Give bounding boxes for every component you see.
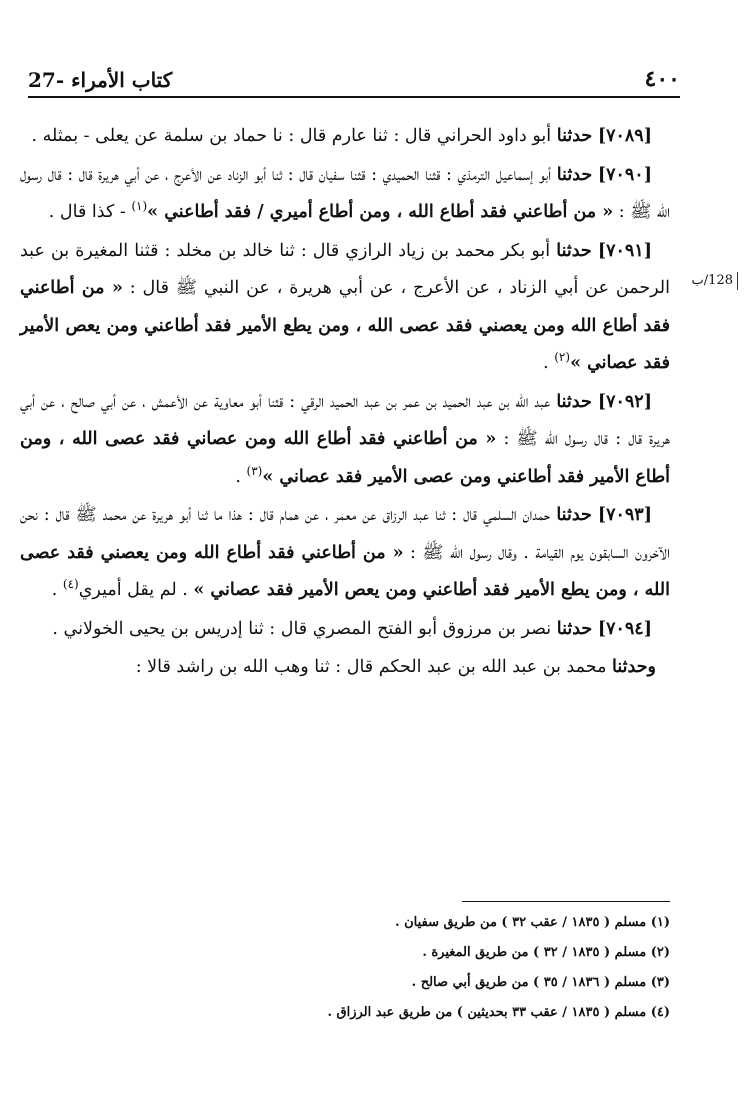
hadith-tail: .: [235, 466, 241, 487]
chapter-title: 27- كتاب الأمراء: [28, 68, 173, 92]
manuscript-folio-note: 128/ب: [692, 272, 738, 290]
hadith-tail: - كذا قال .: [48, 202, 126, 222]
hadith-number: [٧٠٩٠]: [597, 164, 652, 185]
hadith-text: أبو إسماعيل الترمذي : قثنا الحميدي : قثنا سفيان قال : ثنا أبو الزناد عن الأعرج ، عن أبي هريرة قال : قال رسول الله ﷺ :: [20, 164, 670, 222]
hadith-number: [٧٠٩٤]: [597, 618, 652, 639]
hadith-paragraph: [20, 611, 670, 649]
hadith-quote: « من أطاعني فقد أطاع الله ومن عصاني فقد عصى الله ، ومن أطاع الأمير فقد أطاعني ومن عصى الأمير فقد عصاني »: [20, 429, 670, 487]
footnote: (٣) مسلم ( ١٨٣٦ / ٣٥ ) من طريق أبي صالح .: [411, 975, 670, 990]
hadith-quote: « من أطاعني فقد أطاع الله ، ومن أطاع أميري / فقد أطاعني »: [147, 202, 614, 222]
continuation-text: محمد بن عبد الله بن عبد الحكم قال : ثنا وهب الله بن راشد قالا :: [135, 657, 607, 677]
hadith-lead: حدثنا: [556, 240, 592, 261]
page-header: [28, 58, 680, 98]
footnote-ref: (١): [131, 199, 148, 214]
page-number: ٤٠٠: [644, 66, 680, 92]
footnote-ref: (٣): [246, 463, 263, 478]
page-body: [20, 118, 670, 688]
hadith-text: أبو داود الحراني قال : ثنا عارم قال : نا حماد بن سلمة عن يعلى - بمثله .: [31, 126, 552, 146]
continuation-lead: وحدثنا: [612, 657, 656, 677]
hadith-paragraph: [20, 233, 670, 383]
hadith-paragraph: [20, 497, 670, 610]
hadith-tail-end: .: [51, 580, 58, 600]
hadith-text: عبد الله بن عبد الحميد بن عمر بن عبد الحميد الرقي : قثنا أبو معاوية عن الأعمش ، عن أبي صالح ، عن أبي هريرة قال : قال رسول الله ﷺ :: [20, 391, 670, 449]
hadith-lead: حدثنا: [556, 618, 593, 639]
hadith-lead: حدثنا: [556, 164, 593, 185]
hadith-quote: « من أطاعني فقد أطاع الله ومن يعصني فقد عصى الله ، ومن يطع الأمير فقد أطاعني ومن يعص الأمير فقد عصاني »: [20, 278, 670, 373]
hadith-lead: حدثنا: [556, 505, 592, 525]
hadith-tail: . لم يقل أميري: [78, 580, 188, 600]
footnote-ref: (٤): [62, 577, 79, 592]
hadith-tail: .: [543, 353, 549, 373]
hadith-lead: حدثنا: [556, 391, 592, 412]
hadith-text: حمدان السلمي قال : ثنا عبد الرزاق عن معمر ، عن همام قال : هذا ما ثنا أبو هريرة عن محمد ﷺ قال : نحن الآخرون السابقون يوم القيامة . وقال رسول الله ﷺ :: [20, 505, 670, 563]
footnote-divider: [462, 901, 670, 902]
hadith-paragraph: [20, 118, 670, 156]
hadith-text: أبو بكر محمد بن زياد الرازي قال : ثنا خالد بن مخلد : قثنا المغيرة بن عبد الرحمن عن أبي الزناد ، عن الأعرج ، عن أبي هريرة ، عن النبي ﷺ قال :: [20, 240, 671, 298]
hadith-text: نصر بن مرزوق أبو الفتح المصري قال : ثنا إدريس بن يحيى الخولاني .: [52, 618, 552, 639]
footnote: (٢) مسلم ( ١٨٣٥ / ٣٢ ) من طريق المغيرة .: [422, 945, 670, 960]
footnotes: [20, 908, 670, 1028]
hadith-number: [٧٠٩٣]: [597, 505, 652, 525]
hadith-number: [٧٠٨٩]: [597, 126, 652, 146]
hadith-paragraph: [20, 157, 670, 232]
hadith-number: [٧٠٩١]: [597, 240, 652, 261]
hadith-quote: « من أطاعني فقد أطاع الله ومن يعصني فقد عصى الله ، ومن يطع الأمير فقد أطاعني ومن يعص الأمير فقد عصاني »: [20, 542, 670, 600]
hadith-paragraph: [20, 384, 670, 497]
footnote: (١) مسلم ( ١٨٣٥ / عقب ٣٢ ) من طريق سفيان .: [395, 915, 670, 930]
footnote: (٤) مسلم ( ١٨٣٥ / عقب ٣٣ بحديثين ) من طريق عبد الرزاق .: [327, 1005, 670, 1020]
isnad-continuation: [20, 649, 670, 687]
hadith-lead: حدثنا: [556, 126, 593, 146]
footnote-ref: (٢): [554, 350, 571, 365]
hadith-number: [٧٠٩٢]: [597, 391, 652, 412]
